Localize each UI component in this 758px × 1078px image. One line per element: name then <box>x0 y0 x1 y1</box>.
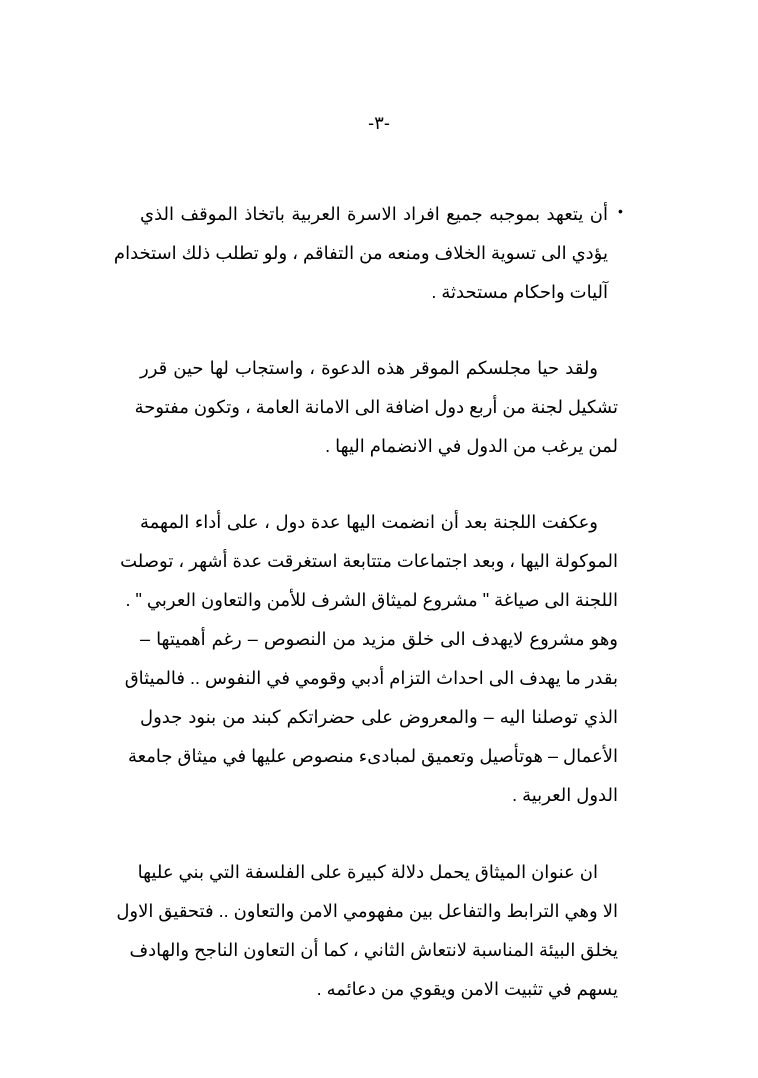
text-line: وهو مشروع لايهدف الى خلق مزيد من النصوص – رغم أهميتها – <box>140 629 618 649</box>
text-line: يخلق البيئة المناسبة لانتعاش الثاني ، كما أن التعاون الناجح والهادف <box>129 940 618 960</box>
text-line: الذي توصلنا اليه – والمعروض على حضراتكم كبند من بنود جدول <box>140 707 618 727</box>
text-line: وعكفت اللجنة بعد أن انضمت اليها عدة دول ، على أداء المهمة <box>140 512 598 532</box>
text-line: الا وهي الترابط والتفاعل بين مفهومي الامن والتعاون .. فتحقيق الاول <box>116 901 618 921</box>
bullet-icon: • <box>618 203 623 219</box>
text-line: الدول العربية . <box>512 785 618 805</box>
text-line: الأعمال – هوتأصيل وتعميق لمبادىء منصوص عليها في ميثاق جامعة <box>127 746 618 766</box>
text-line: لمن يرغب من الدول في الانضمام اليها . <box>325 436 618 456</box>
text-line: أن يتعهد بموجبه جميع افراد الاسرة العربية باتخاذ الموقف الذي <box>140 204 608 224</box>
text-line: ان عنوان الميثاق يحمل دلالة كبيرة على الفلسفة التي بني عليها <box>137 862 598 882</box>
text-line: اللجنة الى صياغة " مشروع لميثاق الشرف للأمن والتعاون العربي " . <box>125 590 618 610</box>
text-line: تشكيل لجنة من أربع دول اضافة الى الامانة العامة ، وتكون مفتوحة <box>134 397 618 417</box>
text-line: ولقد حيا مجلسكم الموقر هذه الدعوة ، واستجاب لها حين قرر <box>140 358 598 378</box>
page-number: -٣- <box>368 113 390 133</box>
text-line: يسهم في تثبيت الامن ويقوي من دعائمه . <box>316 979 618 999</box>
text-line: الموكولة اليها ، وبعد اجتماعات متتابعة استغرقت عدة أشهر ، توصلت <box>120 551 618 571</box>
text-line: بقدر ما يهدف الى احداث التزام أدبي وقومي في النفوس .. فالميثاق <box>124 668 618 688</box>
text-line: آليات واحكام مستحدثة . <box>431 282 608 302</box>
text-line: يؤدي الى تسوية الخلاف ومنعه من التفاقم ، ولو تطلب ذلك استخدام <box>113 243 608 263</box>
